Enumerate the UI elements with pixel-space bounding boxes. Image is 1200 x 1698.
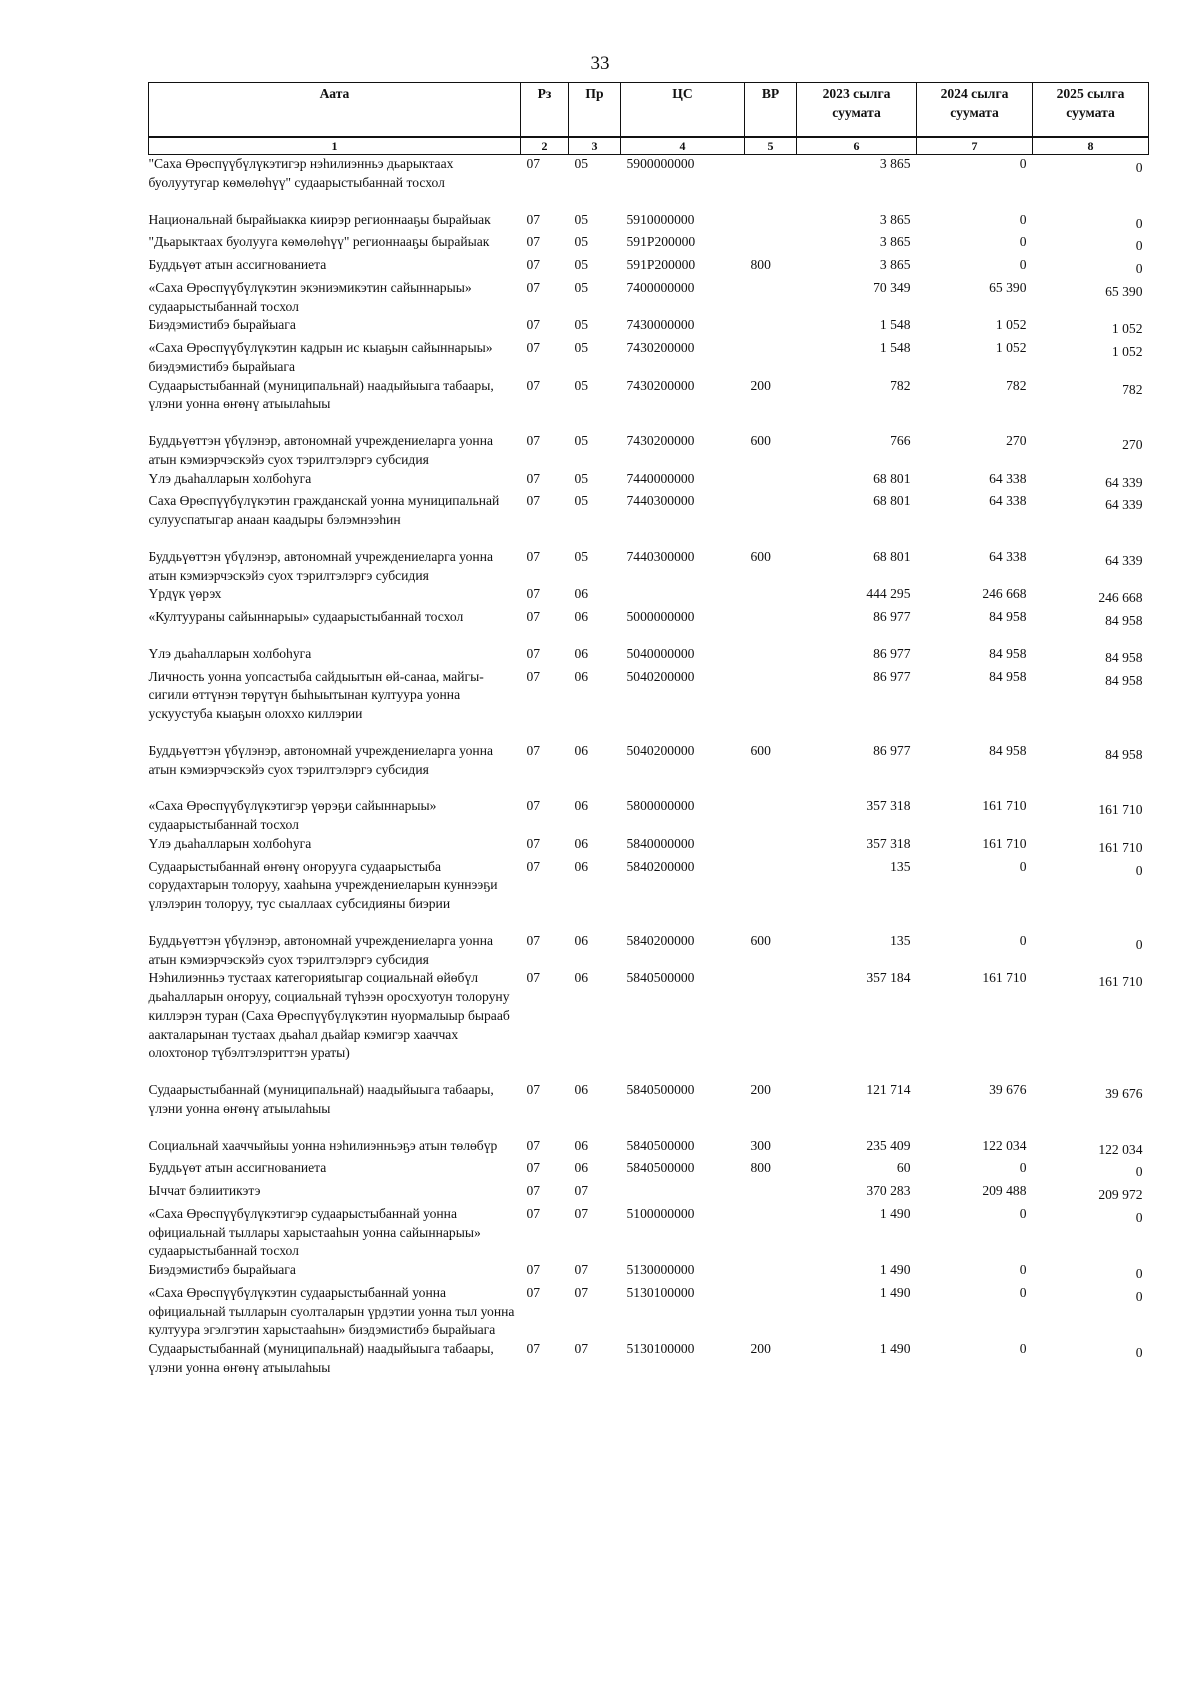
cell-v2024: 64 338 <box>989 493 1027 509</box>
cell-rz: 07 <box>526 433 541 448</box>
cell-v2025: 84 958 <box>1105 746 1143 762</box>
cell-pr: 06 <box>574 970 589 986</box>
table-row <box>149 585 1149 608</box>
cell-v2023: 370 283 <box>866 1183 911 1198</box>
cell-v2025: 39 676 <box>1105 1086 1143 1101</box>
cell-pr: 06 <box>574 609 589 624</box>
header-2024: 2024 сылга суумата <box>917 83 1033 137</box>
cell-pr: 06 <box>574 858 589 874</box>
table-row <box>149 279 1149 317</box>
cell-rz: 07 <box>526 932 541 948</box>
cell-vr: 200 <box>750 1082 771 1097</box>
cell-v2023: 1 490 <box>879 1341 911 1356</box>
cell-v2023: 1 490 <box>879 1284 911 1300</box>
cell-v2023: 3 865 <box>879 234 911 250</box>
cell-rz: 07 <box>526 1284 541 1300</box>
cell-cs: 7430000000 <box>626 317 695 333</box>
cell-vr: 800 <box>750 1160 771 1176</box>
cell-v2024: 39 676 <box>989 1082 1027 1097</box>
cell-pr: 06 <box>574 835 589 851</box>
cell-cs: 7400000000 <box>626 279 695 295</box>
table-row <box>149 608 1149 645</box>
table-row <box>149 1205 1149 1261</box>
column-number: 2 <box>521 138 569 155</box>
cell-name: "Саха Өрөспүүбүлүкэтигэр нэһилиэнньэ дьарыктаах буолуутугар көмөлөһүү" судаарыстыбаннай тосхол <box>148 156 454 190</box>
cell-pr: 05 <box>574 279 589 295</box>
cell-pr: 05 <box>574 234 589 250</box>
cell-v2025: 0 <box>1135 1164 1143 1180</box>
table-row <box>149 339 1149 377</box>
cell-vr <box>745 835 797 858</box>
cell-v2025: 0 <box>1135 160 1143 175</box>
column-number: 7 <box>917 138 1033 155</box>
cell-v2025: 209 972 <box>1098 1187 1143 1202</box>
cell-cs: 5840500000 <box>626 1082 695 1097</box>
cell-v2024: 84 958 <box>989 742 1027 758</box>
cell-pr: 06 <box>574 1137 589 1153</box>
cell-vr <box>745 858 797 932</box>
cell-vr <box>745 608 797 645</box>
header-cs: ЦС <box>621 83 745 137</box>
cell-pr: 05 <box>574 548 589 564</box>
cell-cs: 7430200000 <box>626 340 695 355</box>
table-row <box>149 1340 1149 1378</box>
cell-pr: 05 <box>574 377 589 393</box>
cell-vr: 200 <box>750 377 771 393</box>
cell-v2024: 84 958 <box>989 668 1027 684</box>
cell-v2024: 782 <box>1006 377 1027 393</box>
header-row <box>149 83 1149 137</box>
cell-v2023: 60 <box>896 1160 911 1176</box>
cell-name: Буддьүөт атын ассигнованиета <box>148 257 327 272</box>
column-number-row <box>149 138 1149 155</box>
cell-v2024: 0 <box>1019 1262 1027 1277</box>
cell-cs: 5130100000 <box>626 1341 695 1356</box>
cell-pr: 06 <box>574 1160 589 1176</box>
cell-cs: 5840200000 <box>626 932 695 948</box>
cell-v2023: 68 801 <box>873 470 911 486</box>
cell-cs: 7440000000 <box>626 470 695 486</box>
cell-v2024: 0 <box>1019 1284 1027 1300</box>
cell-v2025: 0 <box>1135 261 1143 276</box>
budget-table-container <box>148 82 1148 1378</box>
cell-v2023: 86 977 <box>873 668 911 684</box>
table-row <box>149 432 1149 470</box>
cell-v2025: 1 052 <box>1111 344 1143 359</box>
cell-v2025: 246 668 <box>1098 590 1143 606</box>
cell-name: Личность уонна уопсастыба сайдыытын өй-санаа, майгы-сигили өттүнэн төрүтүн быһыытынан култуура уонна ускуустуба кыаҕын олоххо киллэрии <box>148 668 484 721</box>
page-number: 33 <box>590 53 610 74</box>
cell-name: "Дьарыктаах буолууга көмөлөһүү" регионнааҕы бырайыак <box>148 234 490 250</box>
cell-cs: 5840000000 <box>626 835 695 851</box>
column-number: 4 <box>621 138 745 155</box>
cell-rz: 07 <box>526 493 541 509</box>
cell-name: Үрдүк үөрэх <box>148 586 222 602</box>
cell-v2023: 135 <box>890 932 911 948</box>
cell-vr <box>745 668 797 742</box>
cell-v2023: 1 548 <box>879 340 911 355</box>
cell-name: Национальнай бырайыакка киирэр регионнааҕы бырайыак <box>148 211 491 227</box>
cell-v2024: 0 <box>1019 234 1027 250</box>
cell-v2024: 84 958 <box>989 609 1027 624</box>
cell-name: Судаарыстыбаннай (муниципальнай) наадыйыыга табаары, үлэни уонна өҥөнү атыылаһыы <box>148 1341 494 1375</box>
cell-cs: 5040200000 <box>626 668 695 684</box>
table-row <box>149 377 1149 433</box>
cell-pr: 06 <box>574 798 589 814</box>
cell-v2023: 3 865 <box>879 156 911 171</box>
cell-vr <box>745 585 797 608</box>
cell-v2025: 64 339 <box>1105 552 1143 568</box>
cell-rz: 07 <box>526 1082 541 1097</box>
cell-v2023: 86 977 <box>873 609 911 624</box>
cell-cs: 5130000000 <box>626 1262 695 1277</box>
cell-v2024: 64 338 <box>989 548 1027 564</box>
cell-rz: 07 <box>526 742 541 758</box>
cell-v2025: 0 <box>1135 1266 1143 1281</box>
cell-v2024: 65 390 <box>989 279 1027 295</box>
cell-rz: 07 <box>526 1160 541 1176</box>
cell-vr: 600 <box>750 433 771 448</box>
cell-v2023: 444 295 <box>866 586 911 602</box>
cell-rz: 07 <box>526 1262 541 1277</box>
cell-v2024: 64 338 <box>989 470 1027 486</box>
cell-pr: 07 <box>574 1262 589 1277</box>
cell-v2023: 86 977 <box>873 742 911 758</box>
table-row <box>149 1081 1149 1137</box>
cell-v2025: 84 958 <box>1105 672 1143 688</box>
cell-rz: 07 <box>526 234 541 250</box>
column-number: 5 <box>745 138 797 155</box>
cell-v2024: 1 052 <box>995 340 1027 355</box>
cell-rz: 07 <box>526 279 541 295</box>
cell-v2025: 782 <box>1122 381 1143 397</box>
cell-v2024: 0 <box>1019 211 1027 227</box>
cell-vr <box>745 339 797 377</box>
cell-v2024: 0 <box>1019 932 1027 948</box>
cell-name: Судаарыстыбаннай (муниципальнай) наадыйыыга табаары, үлэни уонна өҥөнү атыылаһыы <box>148 1082 494 1116</box>
cell-v2025: 161 710 <box>1098 839 1143 855</box>
cell-rz: 07 <box>526 317 541 333</box>
header-2025: 2025 сылга суумата <box>1033 83 1149 137</box>
table-row <box>149 1159 1149 1182</box>
cell-v2025: 270 <box>1122 437 1143 452</box>
cell-pr: 06 <box>574 668 589 684</box>
cell-cs: 5840500000 <box>626 970 695 986</box>
table-row <box>149 548 1149 586</box>
cell-vr <box>745 279 797 317</box>
cell-v2024: 0 <box>1019 1341 1027 1356</box>
cell-v2024: 122 034 <box>982 1137 1027 1153</box>
header-2023: 2023 сылга суумата <box>797 83 917 137</box>
cell-v2025: 0 <box>1135 936 1143 952</box>
cell-cs: 5900000000 <box>626 156 695 171</box>
header-rz: Рз <box>521 83 569 137</box>
table-row <box>149 932 1149 970</box>
table-row <box>149 835 1149 858</box>
cell-rz: 07 <box>526 1205 541 1221</box>
cell-rz: 07 <box>526 1137 541 1153</box>
cell-rz: 07 <box>526 377 541 393</box>
cell-cs: 7430200000 <box>626 377 695 393</box>
table-row <box>149 858 1149 932</box>
table-row <box>149 211 1149 234</box>
cell-v2024: 0 <box>1019 1205 1027 1221</box>
cell-vr <box>745 645 797 668</box>
cell-name: Үлэ дьаһалларын холбоһуга <box>148 470 312 486</box>
table-row <box>149 155 1149 211</box>
cell-v2025: 161 710 <box>1098 974 1143 990</box>
cell-cs: 5910000000 <box>626 211 695 227</box>
cell-v2025: 0 <box>1135 215 1143 231</box>
cell-v2025: 84 958 <box>1105 649 1143 665</box>
cell-v2025: 122 034 <box>1098 1141 1143 1157</box>
cell-rz: 07 <box>526 211 541 227</box>
table-row <box>149 470 1149 493</box>
cell-name: «Саха Өрөспүүбүлүкэтигэр судаарыстыбаннай уонна официальнай тыллары харыстааһын уонна сайыннарыы» судаарыстыбаннай тосхол <box>148 1205 481 1259</box>
cell-vr <box>745 316 797 339</box>
table-row <box>149 969 1149 1081</box>
cell-vr <box>745 969 797 1081</box>
cell-v2023: 357 318 <box>866 835 911 851</box>
cell-name: Үлэ дьаһалларын холбоһуга <box>148 835 312 851</box>
cell-vr <box>745 155 797 211</box>
cell-pr: 07 <box>574 1284 589 1300</box>
table-row <box>149 645 1149 668</box>
cell-vr <box>745 1284 797 1340</box>
cell-v2025: 0 <box>1135 1345 1143 1360</box>
table-row <box>149 1261 1149 1284</box>
cell-v2023: 135 <box>890 858 911 874</box>
cell-cs: 5800000000 <box>626 798 695 814</box>
cell-pr: 05 <box>574 317 589 333</box>
cell-vr: 800 <box>750 257 771 272</box>
cell-cs <box>621 585 745 608</box>
cell-rz: 07 <box>526 798 541 814</box>
column-number: 1 <box>149 138 521 155</box>
cell-cs: 7440300000 <box>626 493 695 509</box>
cell-name: Саха Өрөспүүбүлүкэтин гражданскай уонна муниципальнай сулууспатыгар анаан каадыры бэлэмнээһин <box>148 493 500 527</box>
cell-pr: 06 <box>574 645 589 661</box>
cell-vr: 200 <box>750 1341 771 1356</box>
cell-vr <box>745 211 797 234</box>
cell-pr: 05 <box>574 340 589 355</box>
table-row <box>149 316 1149 339</box>
cell-cs: 5130100000 <box>626 1284 695 1300</box>
cell-v2023: 68 801 <box>873 548 911 564</box>
cell-name: Ыччат бэлиитикэтэ <box>148 1183 261 1198</box>
cell-v2023: 357 184 <box>866 970 911 986</box>
cell-rz: 07 <box>526 835 541 851</box>
table-row <box>149 742 1149 798</box>
cell-v2023: 121 714 <box>866 1082 911 1097</box>
table-body <box>149 155 1149 1378</box>
cell-v2024: 246 668 <box>982 586 1027 602</box>
cell-v2024: 0 <box>1019 1160 1027 1176</box>
cell-cs: 5840200000 <box>626 858 695 874</box>
cell-vr: 300 <box>750 1137 771 1153</box>
cell-rz: 07 <box>526 257 541 272</box>
table-row <box>149 492 1149 548</box>
cell-name: Буддьүөттэн үбүлэнэр, автономнай учреждениеларга уонна атын кэмиэрчэскэйэ суох тэрилтэлэргэ субсидия <box>148 548 494 583</box>
cell-name: Буддьүөт атын ассигнованиета <box>148 1160 327 1176</box>
cell-cs: 7440300000 <box>626 548 695 564</box>
cell-pr: 07 <box>574 1183 589 1198</box>
cell-name: Буддьүөттэн үбүлэнэр, автономнай учреждениеларга уонна атын кэмиэрчэскэйэ суох тэрилтэлэргэ субсидия <box>148 742 494 777</box>
cell-v2025: 84 958 <box>1105 613 1143 628</box>
cell-vr: 600 <box>750 932 771 948</box>
cell-cs: 5040200000 <box>626 742 695 758</box>
cell-v2023: 782 <box>890 377 911 393</box>
cell-v2023: 1 490 <box>879 1262 911 1277</box>
cell-v2023: 86 977 <box>873 645 911 661</box>
cell-v2023: 235 409 <box>866 1137 911 1153</box>
cell-pr: 06 <box>574 932 589 948</box>
cell-name: «Култуураны сайыннарыы» судаарыстыбаннай тосхол <box>148 609 464 624</box>
cell-rz: 07 <box>526 340 541 355</box>
cell-v2025: 64 339 <box>1105 497 1143 513</box>
column-number: 8 <box>1033 138 1149 155</box>
cell-name: Биэдэмистибэ бырайыага <box>148 1262 296 1277</box>
cell-rz: 07 <box>526 1183 541 1198</box>
cell-v2023: 1 490 <box>879 1205 911 1221</box>
cell-name: «Саха Өрөспүүбүлүкэтигэр үөрэҕи сайыннарыы» судаарыстыбаннай тосхол <box>148 798 437 832</box>
cell-rz: 07 <box>526 470 541 486</box>
cell-v2024: 161 710 <box>982 835 1027 851</box>
cell-rz: 07 <box>526 156 541 171</box>
table-row <box>149 1137 1149 1160</box>
cell-pr: 05 <box>574 493 589 509</box>
cell-rz: 07 <box>526 858 541 874</box>
cell-v2024: 161 710 <box>982 798 1027 814</box>
header-name: Аата <box>149 83 521 137</box>
cell-v2024: 0 <box>1019 858 1027 874</box>
cell-pr: 06 <box>574 742 589 758</box>
table-row <box>149 1284 1149 1340</box>
column-number: 3 <box>569 138 621 155</box>
cell-v2025: 161 710 <box>1098 802 1143 818</box>
cell-name: Судаарыстыбаннай өҥөнү оҥорууга судаарыстыба сорудахтарын толоруу, хааһына учреждениеларын куннээҕи үлэлэрин толоруу, тус сыаллаах субсидияны биэрии <box>148 858 498 911</box>
cell-v2024: 209 488 <box>982 1183 1027 1198</box>
cell-v2024: 1 052 <box>995 317 1027 333</box>
cell-cs: 591P200000 <box>626 257 696 272</box>
cell-pr: 05 <box>574 433 589 448</box>
cell-vr <box>745 233 797 256</box>
header-vr: ВР <box>745 83 797 137</box>
cell-vr: 600 <box>750 548 771 564</box>
cell-name: Судаарыстыбаннай (муниципальнай) наадыйыыга табаары, үлэни уонна өҥөнү атыылаһыы <box>148 377 494 412</box>
cell-v2023: 1 548 <box>879 317 911 333</box>
cell-v2023: 68 801 <box>873 493 911 509</box>
cell-cs <box>621 1182 745 1205</box>
table-row <box>149 797 1149 835</box>
cell-name: Буддьүөттэн үбүлэнэр, автономнай учреждениеларга уонна атын кэмиэрчэскэйэ суох тэрилтэлэргэ субсидия <box>148 932 494 967</box>
cell-name: Буддьүөттэн үбүлэнэр, автономнай учреждениеларга уонна атын кэмиэрчэскэйэ суох тэрилтэлэргэ субсидия <box>148 433 494 467</box>
cell-v2025: 64 339 <box>1105 474 1143 490</box>
cell-rz: 07 <box>526 970 541 986</box>
cell-v2025: 65 390 <box>1105 283 1143 299</box>
cell-pr: 07 <box>574 1205 589 1221</box>
cell-v2025: 0 <box>1135 1209 1143 1225</box>
cell-name: «Саха Өрөспүүбүлүкэтин кадрын ис кыаҕын сайыннарыы» биэдэмистибэ бырайыага <box>148 340 493 374</box>
budget-table <box>148 82 1149 1378</box>
cell-cs: 5040000000 <box>626 645 695 661</box>
cell-v2023: 357 318 <box>866 798 911 814</box>
cell-v2025: 0 <box>1135 238 1143 254</box>
cell-name: Нэһилиэнньэ тустаах категорияtыгар социальнай өйөбүл дьаһалларын оҥоруу, социальнай түһээн оросхуотун толоруну киллэрэн туран (Саха Өрөспүүбүлүкэтин нуормалыыр бырааб аакталарынан тустаах дьаһал дьайар кэмигэр хааччах олохтонор түбэлтэлэриттэн ураты) <box>148 970 510 1061</box>
cell-cs: 5840500000 <box>626 1137 695 1153</box>
cell-vr <box>745 470 797 493</box>
cell-rz: 07 <box>526 1341 541 1356</box>
cell-vr <box>745 797 797 835</box>
cell-rz: 07 <box>526 548 541 564</box>
cell-v2025: 0 <box>1135 862 1143 878</box>
cell-pr: 05 <box>574 156 589 171</box>
cell-v2024: 0 <box>1019 156 1027 171</box>
column-number: 6 <box>797 138 917 155</box>
cell-v2023: 3 865 <box>879 211 911 227</box>
cell-rz: 07 <box>526 645 541 661</box>
cell-v2023: 766 <box>890 433 911 448</box>
cell-vr: 600 <box>750 742 771 758</box>
table-row <box>149 233 1149 256</box>
cell-cs: 5000000000 <box>626 609 695 624</box>
cell-name: Үлэ дьаһалларын холбоһуга <box>148 645 312 661</box>
header-pr: Пр <box>569 83 621 137</box>
cell-rz: 07 <box>526 668 541 684</box>
cell-v2024: 270 <box>1006 433 1027 448</box>
cell-v2024: 84 958 <box>989 645 1027 661</box>
cell-v2024: 161 710 <box>982 970 1027 986</box>
cell-v2025: 1 052 <box>1111 321 1143 337</box>
cell-pr: 06 <box>574 1082 589 1097</box>
cell-v2023: 70 349 <box>873 279 911 295</box>
table-row <box>149 1182 1149 1205</box>
table-row <box>149 668 1149 742</box>
cell-vr <box>745 1261 797 1284</box>
cell-pr: 05 <box>574 470 589 486</box>
cell-pr: 05 <box>574 257 589 272</box>
table-row <box>149 256 1149 279</box>
cell-vr <box>745 492 797 548</box>
cell-pr: 07 <box>574 1341 589 1356</box>
cell-rz: 07 <box>526 586 541 602</box>
cell-vr <box>745 1182 797 1205</box>
cell-vr <box>745 1205 797 1261</box>
cell-v2023: 3 865 <box>879 257 911 272</box>
cell-cs: 591P200000 <box>626 234 696 250</box>
cell-cs: 5100000000 <box>626 1205 695 1221</box>
cell-cs: 5840500000 <box>626 1160 695 1176</box>
cell-pr: 06 <box>574 586 589 602</box>
cell-pr: 05 <box>574 211 589 227</box>
cell-v2025: 0 <box>1135 1288 1143 1304</box>
cell-cs: 7430200000 <box>626 433 695 448</box>
cell-v2024: 0 <box>1019 257 1027 272</box>
cell-name: «Саха Өрөспүүбүлүкэтин судаарыстыбаннай уонна официальнай тылларын суолталарын үрдэтии уонна тыл уонна култуура эгэлгэтин харыстааһын» биэдэмистибэ бырайыага <box>148 1284 515 1338</box>
cell-name: Биэдэмистибэ бырайыага <box>148 317 296 333</box>
cell-name: «Саха Өрөспүүбүлүкэтин экэниэмикэтин сайыннарыы» судаарыстыбаннай тосхол <box>148 279 472 314</box>
cell-name: Социальнай хааччыйыы уонна нэһилиэнньэҕэ атын төлөбүр <box>148 1137 498 1153</box>
cell-rz: 07 <box>526 609 541 624</box>
